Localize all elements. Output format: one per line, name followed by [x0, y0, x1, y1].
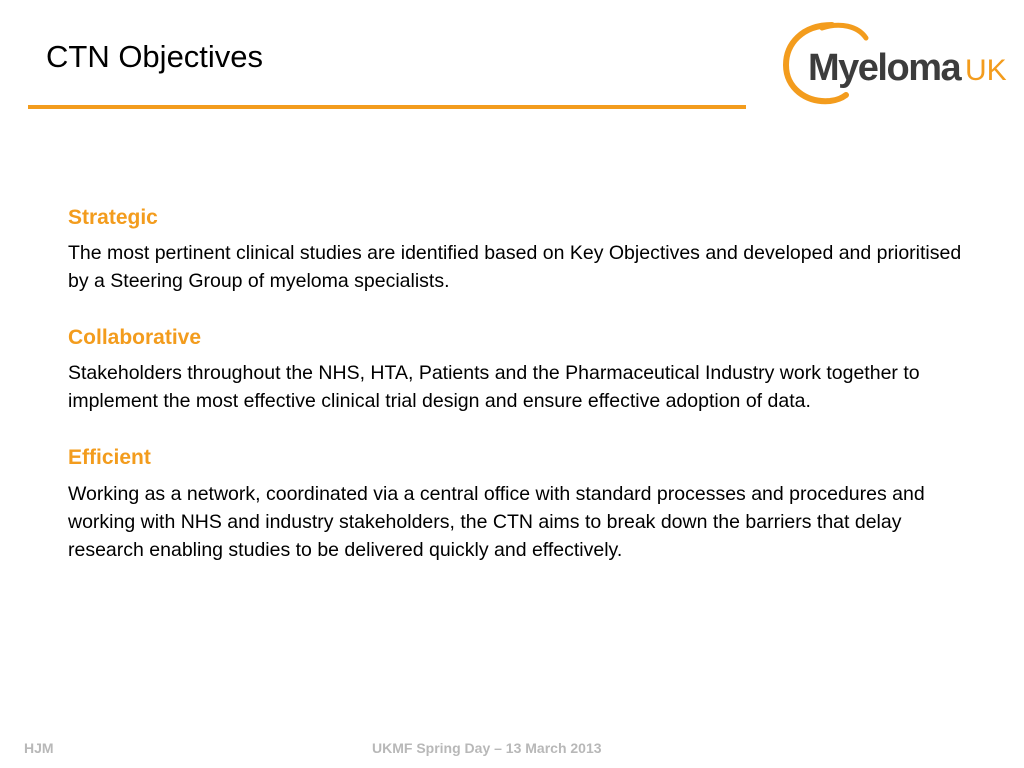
section-heading: Efficient	[68, 446, 151, 470]
section-body: The most pertinent clinical studies are identified based on Key Objectives and developed and prioritised by a Steering Group of myeloma specialists.	[68, 242, 962, 293]
objective-section-strategic	[68, 205, 988, 295]
title-underline	[28, 105, 746, 109]
section-body: Stakeholders throughout the NHS, HTA, Patients and the Pharmaceutical Industry work together to implement the most effective clinical trial design and ensure effective adoption of data.	[68, 362, 920, 413]
footer-event: UKMF Spring Day – 13 March 2013	[372, 740, 602, 756]
objective-section-efficient	[68, 445, 988, 563]
section-body: Working as a network, coordinated via a central office with standard processes and procedures and working with NHS and industry stakeholders, the CTN aims to break down the barriers that delay research enabling studies to be delivered quickly and effectively.	[68, 482, 925, 561]
myeloma-uk-logo	[780, 18, 1012, 108]
logo-secondary-text: UK	[965, 54, 1007, 87]
slide-title: CTN Objectives	[46, 39, 264, 74]
section-heading: Collaborative	[68, 326, 202, 350]
objective-section-collaborative	[68, 325, 988, 415]
section-heading: Strategic	[68, 206, 158, 229]
logo-ring-top	[822, 25, 866, 38]
logo-primary-text: Myeloma	[808, 47, 961, 89]
footer-author: HJM	[24, 740, 54, 756]
objectives-content	[68, 205, 988, 594]
